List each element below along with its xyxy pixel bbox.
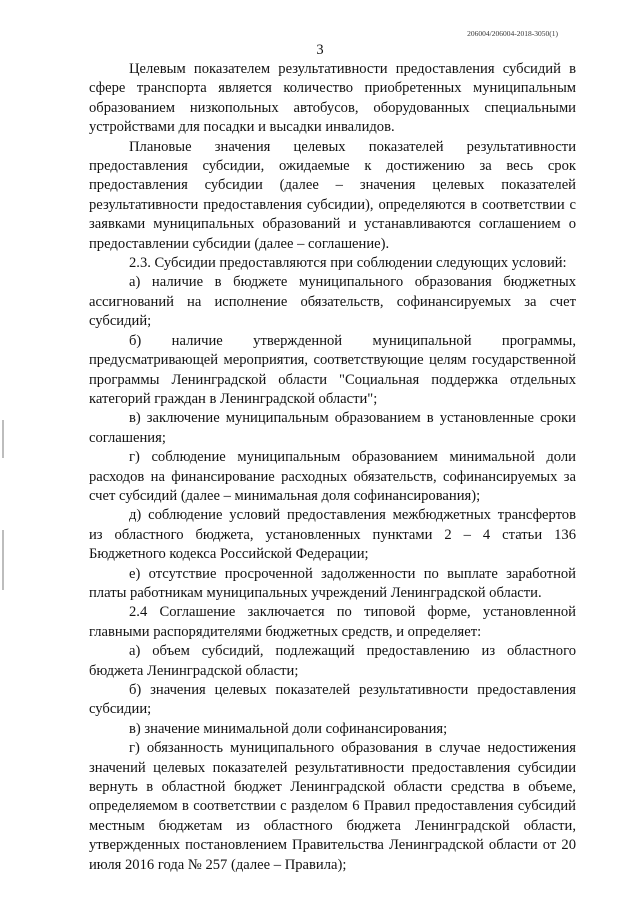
paragraph: б) значения целевых показателей результативности предоставления субсидии; (89, 682, 576, 718)
paragraph: д) соблюдение условий предоставления межбюджетных трансфертов из областного бюджета, установленных пунктами 2 – 4 статьи 136 Бюджетного кодекса Российской Федерации; (89, 507, 576, 563)
scan-edge-mark (2, 530, 4, 590)
paragraph: е) отсутствие просроченной задолженности по выплате заработной платы работникам муниципальных учреждений Ленинградской области. (89, 565, 576, 601)
document-body (89, 60, 576, 875)
page-number: 3 (316, 42, 324, 58)
paragraph: г) соблюдение муниципальным образованием минимальной доли расходов на финансирование расходных обязательств, софинансируемых за счет субсидий (далее – минимальная доля софинансирования); (89, 449, 576, 504)
paragraph: в) значение минимальной доли софинансирования; (129, 720, 448, 737)
paragraph: Плановые значения целевых показателей результативности предоставления субсидии, ожидаемые к достижению за весь срок предоставления субсидии (далее – значения целевых показателей результативности предоставления субсидии), определяются в соответствии с заявками муниципальных образований и устанавливаются соглашением о предоставлении субсидии (далее – соглашение). (89, 138, 576, 252)
paragraph: а) объем субсидий, подлежащий предоставлению из областного бюджета Ленинградской области; (89, 643, 576, 679)
document-id: 206004/206004-2018-3050(1) (467, 29, 558, 38)
paragraph: в) заключение муниципальным образованием в установленные сроки соглашения; (89, 410, 576, 446)
paragraph: г) обязанность муниципального образования в случае недостижения значений целевых показателей результативности предоставления субсидии вернуть в областной бюджет Ленинградской области средства в объеме, определяемом в соответствии с разделом 6 Правил предоставления субсидий местным бюджетам из областного бюджета Ленинградской области, утвержденных постановлением Правительства Ленинградской области от 20 июля 2016 года № 257 (далее – Правила); (89, 740, 576, 873)
paragraph: 2.4 Соглашение заключается по типовой форме, установленной главными распорядителями бюджетных средств, и определяет: (89, 604, 576, 640)
scan-edge-mark (2, 420, 4, 458)
paragraph: а) наличие в бюджете муниципального образования бюджетных ассигнований на исполнение обязательств, софинансируемых за счет субсидий; (89, 274, 576, 330)
paragraph: б) наличие утвержденной муниципальной программы, предусматривающей мероприятия, соответствующие целям государственной программы Ленинградской области "Социальная поддержка отдельных категорий граждан в Ленинградской области"; (89, 332, 576, 407)
paragraph: Целевым показателем результативности предоставления субсидий в сфере транспорта является количество приобретенных муниципальным образованием низкопольных автобусов, оборудованных специальными устройствами для посадки и высадки инвалидов. (89, 61, 576, 136)
paragraph: 2.3. Субсидии предоставляются при соблюдении следующих условий: (129, 255, 567, 272)
